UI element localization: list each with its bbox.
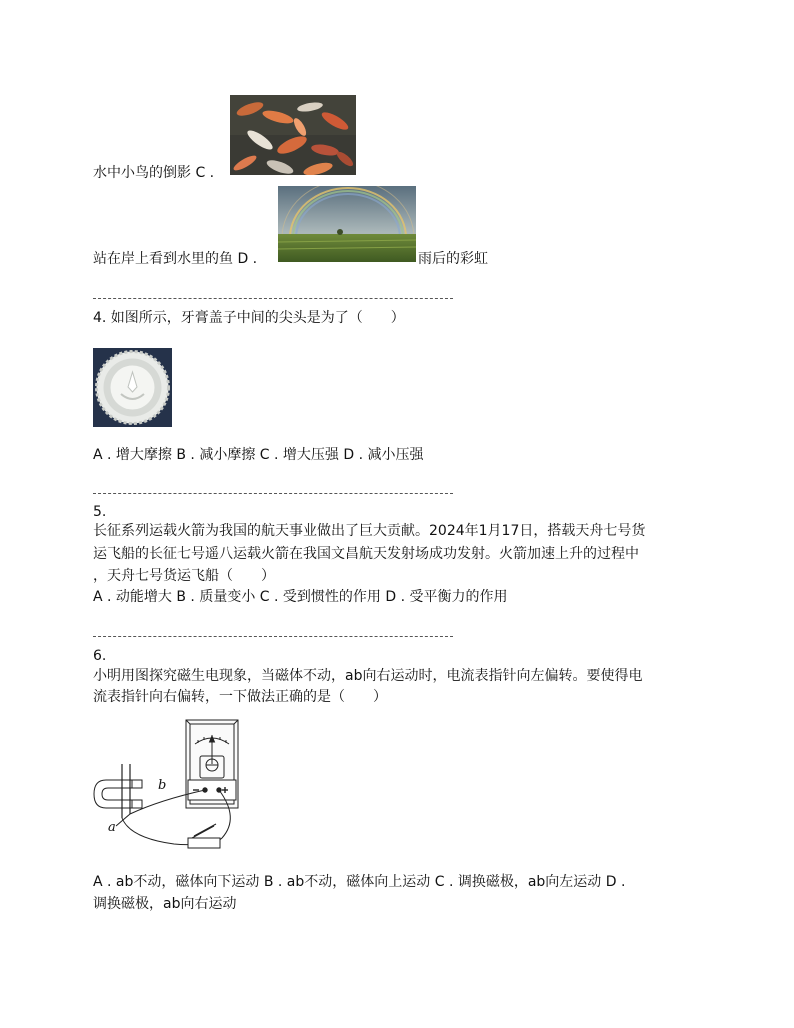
separator-line: [93, 493, 453, 494]
question-6-line-2: 流表指针向右偏转，一下做法正确的是（ ）: [93, 689, 387, 705]
question-5-line-3: ，天舟七号货运飞船（ ）: [93, 568, 275, 584]
separator-line: [93, 298, 453, 299]
question-4-text: 4. 如图所示，牙膏盖子中间的尖头是为了（ ）: [93, 310, 405, 326]
switch-icon: [188, 824, 220, 848]
question-4-options: A . 增大摩擦 B . 减小摩擦 C . 增大压强 D . 减小压强: [93, 447, 424, 463]
question-5-number: 5.: [93, 504, 107, 520]
galvanometer-icon: [186, 720, 238, 808]
option-c-text: 站在岸上看到水里的鱼 D .: [93, 251, 258, 267]
question-6-line-1: 小明用图探究磁生电现象，当磁体不动，ab向右运动时，电流表指针向左偏转。要使得电: [93, 668, 643, 684]
rainbow-image: [278, 186, 416, 262]
label-b: b: [158, 778, 167, 793]
toothpaste-cap-image: [93, 348, 172, 427]
question-6-number: 6.: [93, 648, 107, 664]
koi-fish-image: [230, 95, 356, 175]
label-a: a: [108, 820, 116, 835]
magnet-icon: [94, 780, 142, 808]
option-b-text: 水中小鸟的倒影 C .: [93, 165, 215, 181]
separator-line: [93, 636, 453, 637]
question-6-options-line-2: 调换磁极，ab向右运动: [93, 896, 237, 912]
question-5-options: A . 动能增大 B . 质量变小 C . 受到惯性的作用 D . 受平衡力的作用: [93, 589, 508, 605]
option-d-text: 雨后的彩虹: [418, 251, 488, 267]
question-5-line-1: 长征系列运载火箭为我国的航天事业做出了巨大贡献。2024年1月17日，搭载天舟七号货: [93, 523, 646, 539]
electromagnetic-induction-diagram: [90, 718, 250, 860]
question-5-line-2: 运飞船的长征七号遥八运载火箭在我国文昌航天发射场成功发射。火箭加速上升的过程中: [93, 546, 639, 562]
question-6-options-line-1: A . ab不动，磁体向下运动 B . ab不动，磁体向上运动 C . 调换磁极，ab向左运动 D .: [93, 874, 626, 890]
